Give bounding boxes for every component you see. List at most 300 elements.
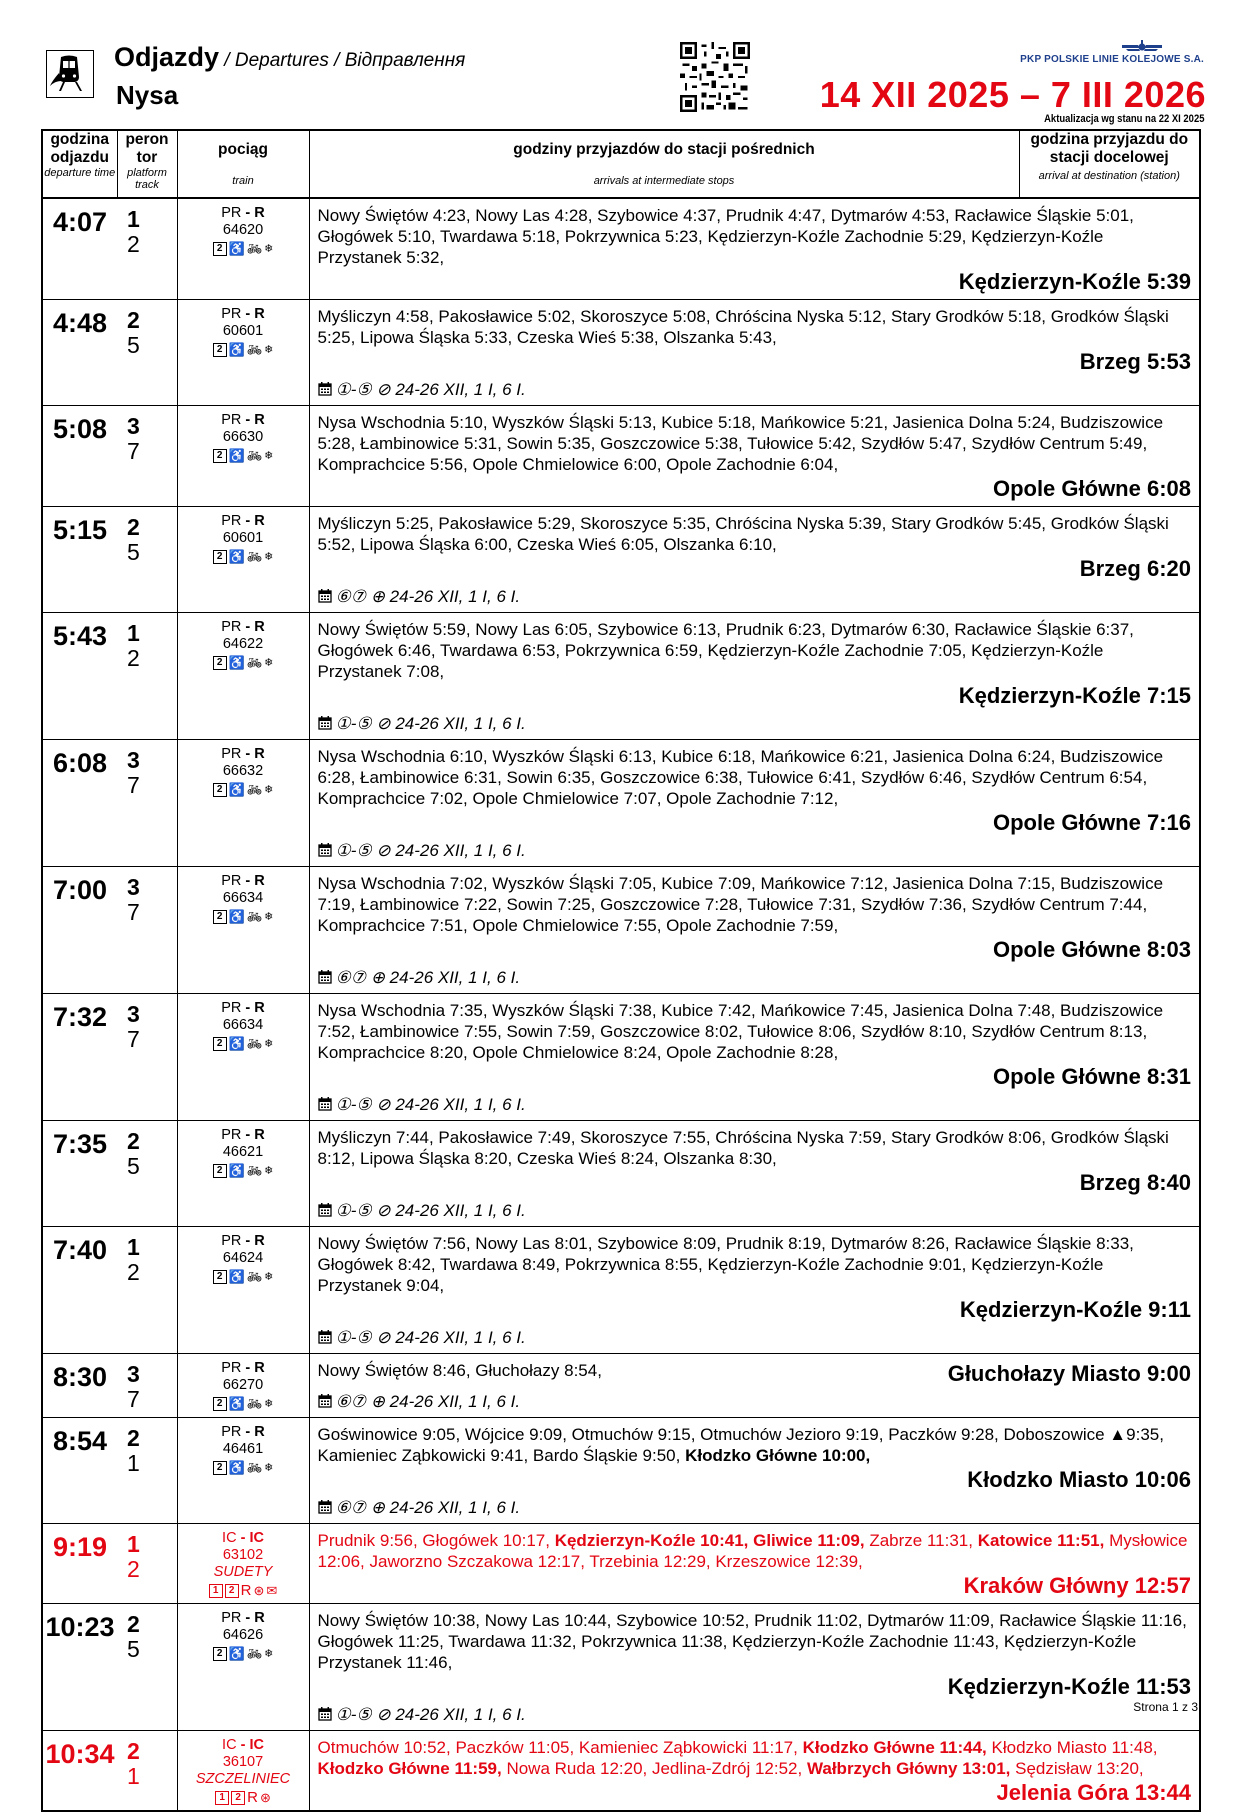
departure-time: 7:35 [42, 1121, 117, 1227]
stop-segment: Kłodzko Miasto 11:48, [986, 1738, 1158, 1757]
category-code: R [254, 205, 265, 221]
category-code: IC [249, 1737, 264, 1753]
track-number: 7 [127, 772, 140, 798]
train-number: 64622 [222, 636, 264, 652]
page-header [0, 0, 1240, 130]
train-category [178, 746, 309, 763]
track-number: 2 [127, 645, 140, 671]
calendar-note: ①-⑤ ⊘ 24-26 XII, 1 I, 6 I. [335, 1095, 526, 1114]
amenity-icons [209, 1584, 278, 1598]
calendar-icon [318, 589, 332, 603]
track-number: 5 [127, 1636, 140, 1662]
destination-arrival: Kędzierzyn-Koźle 11:53 [947, 1674, 1191, 1699]
wheelchair-icon: ♿ [228, 241, 245, 256]
train-icon [46, 50, 94, 98]
stops-cell [309, 1731, 1200, 1812]
train-number: 66634 [222, 1017, 264, 1033]
train-name: SUDETY [213, 1564, 273, 1580]
category-code: R [254, 1610, 265, 1626]
category-separator: - [241, 1233, 255, 1249]
intermediate-stops [318, 306, 1192, 348]
stops-cell [309, 613, 1200, 740]
platform-number: 2 [127, 1738, 140, 1764]
departure-row[interactable] [42, 740, 1200, 867]
departure-time: 7:40 [42, 1227, 117, 1354]
carrier-code: PR [221, 1360, 242, 1376]
category-code: R [254, 1233, 265, 1249]
departure-row[interactable] [42, 994, 1200, 1121]
bicycle-icon: 🚲︎ [246, 1647, 263, 1661]
train-info [177, 740, 309, 867]
stop-segment: Otmuchów 10:52, Paczków 11:05, Kamieniec Ząbkowicki 11:17, [317, 1738, 803, 1757]
destination-arrival: Opole Główne 7:16 [992, 810, 1191, 835]
departure-row[interactable] [42, 1354, 1200, 1418]
departure-time: 10:23 [42, 1604, 117, 1731]
wheelchair-icon: ♿ [228, 448, 245, 463]
second-class-icon: 2 [213, 1164, 227, 1178]
wheelchair-icon: ♿ [228, 1396, 245, 1411]
operating-days [318, 379, 1192, 401]
train-number: 46621 [222, 1144, 264, 1160]
stop-major: Kłodzko Główne 10:00, [680, 1446, 871, 1465]
carrier-code: PR [221, 513, 242, 529]
bicycle-icon: 🚲︎ [246, 910, 263, 924]
pkp-emblem-icon [1120, 40, 1164, 54]
second-class-icon: 2 [213, 550, 227, 564]
carrier-code: PR [221, 746, 242, 762]
calendar-note: ①-⑤ ⊘ 24-26 XII, 1 I, 6 I. [335, 1328, 526, 1347]
calendar-note: ⑥⑦ ⊕ 24-26 XII, 1 I, 6 I. [335, 587, 521, 606]
calendar-icon [318, 1203, 332, 1217]
bicycle-reservation-icon: ⊛ [253, 1583, 265, 1598]
departure-time: 6:08 [42, 740, 117, 867]
table-header [42, 130, 1200, 198]
departure-time: 9:19 [42, 1524, 117, 1604]
train-category [178, 205, 309, 222]
second-class-icon: 2 [213, 910, 227, 924]
category-code: R [254, 873, 265, 889]
departure-time: 5:15 [42, 507, 117, 613]
stop-segment: Nowa Ruda 12:20, Jedlina-Zdrój 12:52, [501, 1759, 807, 1778]
second-class-icon: 2 [213, 1397, 227, 1411]
carrier-code: PR [221, 873, 242, 889]
calendar-note: ⑥⑦ ⊕ 24-26 XII, 1 I, 6 I. [335, 968, 521, 987]
bicycle-icon: 🚲︎ [246, 550, 263, 564]
intermediate-stops [318, 513, 1192, 555]
train-category [178, 306, 309, 323]
qr-code-icon[interactable] [680, 42, 750, 112]
train-category [178, 873, 309, 890]
platform-number: 2 [127, 1611, 140, 1637]
platform-track [117, 1354, 177, 1418]
air-conditioning-icon: ❄ [264, 657, 274, 669]
category-separator: - [241, 1424, 255, 1440]
second-class-icon: 2 [231, 1791, 245, 1805]
category-separator: - [236, 1530, 250, 1546]
departure-time: 4:07 [42, 198, 117, 300]
departure-row[interactable] [42, 1604, 1200, 1731]
category-code: R [254, 513, 265, 529]
operating-days [318, 1497, 1192, 1519]
train-number: 64624 [222, 1250, 264, 1266]
stop-list: Nowy Świętów 10:38, Nowy Las 10:44, Szybowice 10:52, Prudnik 11:02, Dytmarów 11:09, Racławice Śląskie 11:16, Głogówek 11:25, Twardawa 11:32, Pokrzywnica 11:38, Kędzierzyn-Koźle Zachodnie 11:43, Kędzierzyn-Koźle Przystanek 11:46, [317, 1611, 1187, 1672]
second-class-icon: 2 [213, 1270, 227, 1284]
stop-segment: Wałbrzych Główny 13:01, [806, 1759, 1011, 1778]
platform-number: 3 [127, 413, 140, 439]
second-class-icon: 2 [213, 1647, 227, 1661]
train-number: 64626 [222, 1627, 264, 1643]
train-info [177, 300, 309, 406]
stops-cell [309, 1604, 1200, 1731]
carrier-code: PR [221, 412, 242, 428]
wheelchair-icon: ♿ [228, 1460, 245, 1475]
operating-days [318, 1327, 1192, 1349]
carrier-code: IC [222, 1737, 237, 1753]
stop-list: Nysa Wschodnia 7:35, Wyszków Śląski 7:38, Kubice 7:42, Mańkowice 7:45, Jasienica Dolna 7:48, Budziszowice 7:52, Łambinowice 7:55, Sowin 7:59, Goszczowice 8:02, Tułowice 8:06, Szydłów 8:10, Szydłów Centrum 8:13, Komprachcice 8:20, Opole Chmielowice 8:24, Opole Zachodnie 8:28, [317, 1001, 1164, 1062]
bicycle-icon: 🚲︎ [246, 1397, 263, 1411]
train-info [177, 507, 309, 613]
stop-segment: Kędzierzyn-Koźle 10:41, Gliwice 11:09, [554, 1531, 865, 1550]
stops-cell [309, 867, 1200, 994]
amenity-icons [215, 1791, 271, 1805]
stop-list: Nowy Świętów 7:56, Nowy Las 8:01, Szybowice 8:09, Prudnik 8:19, Dytmarów 8:26, Racławice Śląskie 8:33, Głogówek 8:42, Twardawa 8:49, Pokrzywnica 8:55, Kędzierzyn-Koźle Zachodnie 9:01, Kędzierzyn-Koźle Przystanek 9:04, [317, 1234, 1134, 1295]
carrier-code: PR [221, 205, 242, 221]
wheelchair-icon: ♿ [228, 342, 245, 357]
calendar-icon [318, 1394, 332, 1408]
destination-arrival: Opole Główne 6:08 [992, 476, 1191, 501]
air-conditioning-icon: ❄ [264, 450, 274, 462]
platform-track [117, 198, 177, 300]
bicycle-icon: 🚲︎ [246, 1164, 263, 1178]
air-conditioning-icon: ❄ [264, 911, 274, 923]
platform-number: 2 [127, 1425, 140, 1451]
intermediate-stops [318, 1424, 1192, 1466]
track-number: 5 [127, 1153, 140, 1179]
second-class-icon: 2 [213, 343, 227, 357]
calendar-icon [318, 382, 332, 396]
departures-table [41, 129, 1201, 1812]
stop-segment: Mysłowice 12:06, Jaworzno Szczakowa 12:17, Trzebinia 12:29, Krzeszowice 12:39, [317, 1531, 1188, 1571]
destination-arrival: Brzeg 5:53 [1079, 349, 1191, 374]
platform-track [117, 1731, 177, 1812]
departure-row[interactable] [42, 198, 1200, 300]
departure-row[interactable] [42, 406, 1200, 507]
bicycle-icon: 🚲︎ [246, 343, 263, 357]
destination-arrival: Głuchołazy Miasto 9:00 [947, 1361, 1191, 1386]
train-info [177, 994, 309, 1121]
train-category [178, 1424, 309, 1441]
stops-cell [309, 740, 1200, 867]
stop-segment: Zabrze 11:31, [864, 1531, 978, 1550]
train-category [178, 1530, 309, 1547]
train-category [178, 513, 309, 530]
category-separator: - [241, 1127, 255, 1143]
calendar-note: ⑥⑦ ⊕ 24-26 XII, 1 I, 6 I. [335, 1392, 521, 1411]
first-class-icon: 1 [215, 1791, 229, 1805]
amenity-icons [213, 1461, 274, 1475]
category-code: R [254, 1424, 265, 1440]
intermediate-stops [318, 1530, 1192, 1572]
operating-days [318, 586, 1192, 608]
bicycle-icon: 🚲︎ [246, 242, 263, 256]
column-platform: peron tor platform track [117, 130, 177, 198]
column-destination: godzina przyjazdu do stacji docelowej arrival at destination (station) [1019, 130, 1200, 198]
departure-time: 7:32 [42, 994, 117, 1121]
platform-number: 2 [127, 307, 140, 333]
platform-track [117, 1524, 177, 1604]
stop-segment: Prudnik 9:56, Głogówek 10:17, [317, 1531, 555, 1550]
category-code: IC [249, 1530, 264, 1546]
stop-list: Nysa Wschodnia 5:10, Wyszków Śląski 5:13, Kubice 5:18, Mańkowice 5:21, Jasienica Dolna 5:24, Budziszowice 5:28, Łambinowice 5:31, Sowin 5:35, Goszczowice 5:38, Tułowice 5:42, Szydłów 5:47, Szydłów Centrum 5:49, Komprachcice 5:56, Opole Chmielowice 6:00, Opole Zachodnie 6:04, [317, 413, 1164, 474]
validity-period: 14 XII 2025 – 7 III 2026 [819, 74, 1206, 115]
category-separator: - [241, 306, 255, 322]
departure-row[interactable] [42, 1121, 1200, 1227]
platform-track [117, 406, 177, 507]
departure-row[interactable] [42, 613, 1200, 740]
platform-track [117, 613, 177, 740]
intermediate-stops [318, 1127, 1192, 1169]
operating-days [318, 1704, 1192, 1726]
stop-segment: Kłodzko Główne 11:59, [317, 1759, 502, 1778]
category-separator: - [241, 746, 255, 762]
wheelchair-icon: ♿ [228, 1163, 245, 1178]
calendar-note: ①-⑤ ⊘ 24-26 XII, 1 I, 6 I. [335, 380, 526, 399]
train-category [178, 1127, 309, 1144]
bicycle-icon: 🚲︎ [246, 656, 263, 670]
departure-row[interactable] [42, 1418, 1200, 1524]
stops-cell [309, 507, 1200, 613]
category-separator: - [241, 1360, 255, 1376]
operating-days [318, 713, 1192, 735]
wheelchair-icon: ♿ [228, 655, 245, 670]
intermediate-stops [318, 746, 1192, 809]
intermediate-stops [318, 1233, 1192, 1296]
category-separator: - [241, 205, 255, 221]
stops-cell [309, 300, 1200, 406]
train-number: 36107 [222, 1754, 264, 1770]
stop-list: Nowy Świętów 4:23, Nowy Las 4:28, Szybowice 4:37, Prudnik 4:47, Dytmarów 4:53, Racławice Śląskie 5:01, Głogówek 5:10, Twardawa 5:18, Pokrzywnica 5:23, Kędzierzyn-Koźle Zachodnie 5:29, Kędzierzyn-Koźle Przystanek 5:32, [317, 206, 1134, 267]
air-conditioning-icon: ❄ [264, 243, 274, 255]
operating-days [318, 967, 1192, 989]
train-number: 66634 [222, 890, 264, 906]
train-number: 66630 [222, 429, 264, 445]
stops-cell [309, 1227, 1200, 1354]
stops-cell [309, 994, 1200, 1121]
calendar-icon [318, 1097, 332, 1111]
stop-list: Myśliczyn 5:25, Pakosławice 5:29, Skoroszyce 5:35, Chróścina Nyska 5:39, Stary Grodków 5:45, Grodków Śląski 5:52, Lipowa Śląska 6:00, Czeska Wieś 6:05, Olszanka 6:10, [317, 514, 1169, 554]
destination-arrival: Kędzierzyn-Koźle 7:15 [958, 683, 1191, 708]
second-class-icon: 2 [213, 783, 227, 797]
operator-logo: PKP POLSKIE LINIE KOLEJOWE S.A. [1020, 40, 1204, 65]
platform-number: 2 [127, 1128, 140, 1154]
train-number: 64620 [222, 222, 264, 238]
departure-time: 5:08 [42, 406, 117, 507]
train-info [177, 1418, 309, 1524]
track-number: 2 [127, 1556, 140, 1582]
wheelchair-icon: ♿ [228, 782, 245, 797]
amenity-icons [213, 783, 274, 797]
operating-days [318, 1200, 1192, 1222]
destination-arrival: Opole Główne 8:31 [992, 1064, 1191, 1089]
platform-track [117, 1121, 177, 1227]
air-conditioning-icon: ❄ [264, 1398, 274, 1410]
carrier-code: PR [221, 306, 242, 322]
carrier-code: PR [221, 1424, 242, 1440]
platform-track [117, 1604, 177, 1731]
platform-track [117, 740, 177, 867]
track-number: 7 [127, 1386, 140, 1412]
departure-row[interactable] [42, 1524, 1200, 1604]
platform-number: 1 [127, 206, 140, 232]
platform-track [117, 300, 177, 406]
train-info [177, 1524, 309, 1604]
calendar-note: ①-⑤ ⊘ 24-26 XII, 1 I, 6 I. [335, 714, 526, 733]
train-info [177, 613, 309, 740]
category-separator: - [241, 412, 255, 428]
amenity-icons [213, 1164, 274, 1178]
category-code: R [254, 412, 265, 428]
reservation-icon: R [247, 1789, 258, 1806]
second-class-icon: 2 [225, 1584, 239, 1598]
second-class-icon: 2 [213, 1461, 227, 1475]
carrier-code: PR [221, 1610, 242, 1626]
stops-cell [309, 406, 1200, 507]
train-number: 66632 [222, 763, 264, 779]
train-number: 60601 [222, 530, 264, 546]
platform-track [117, 1227, 177, 1354]
air-conditioning-icon: ❄ [264, 1038, 274, 1050]
platform-number: 1 [127, 1234, 140, 1260]
stops-cell [309, 1524, 1200, 1604]
stop-list: Nowy Świętów 8:46, Głuchołazy 8:54, [317, 1361, 602, 1380]
train-info [177, 1121, 309, 1227]
train-category [178, 1233, 309, 1250]
category-code: R [254, 1000, 265, 1016]
amenity-icons [213, 1397, 274, 1411]
air-conditioning-icon: ❄ [264, 784, 274, 796]
departure-time: 5:43 [42, 613, 117, 740]
intermediate-stops [318, 873, 1192, 936]
departure-time: 7:00 [42, 867, 117, 994]
stops-cell [309, 1354, 1200, 1418]
amenity-icons [213, 910, 274, 924]
destination-arrival: Kłodzko Miasto 10:06 [967, 1467, 1191, 1492]
stops-cell [309, 198, 1200, 300]
platform-number: 3 [127, 1001, 140, 1027]
train-category [178, 412, 309, 429]
station-name: Nysa [116, 80, 179, 110]
departure-row[interactable] [42, 1227, 1200, 1354]
destination-arrival: Opole Główne 8:03 [992, 937, 1191, 962]
amenity-icons [213, 343, 274, 357]
wheelchair-icon: ♿ [228, 1269, 245, 1284]
intermediate-stops [318, 412, 1192, 475]
platform-track [117, 867, 177, 994]
train-info [177, 1604, 309, 1731]
track-number: 7 [127, 1026, 140, 1052]
carrier-code: PR [221, 1127, 242, 1143]
platform-number: 2 [127, 514, 140, 540]
track-number: 2 [127, 1259, 140, 1285]
calendar-note: ①-⑤ ⊘ 24-26 XII, 1 I, 6 I. [335, 841, 526, 860]
amenity-icons [213, 242, 274, 256]
platform-number: 1 [127, 1531, 140, 1557]
train-info [177, 1227, 309, 1354]
destination-arrival: Kędzierzyn-Koźle 9:11 [959, 1297, 1191, 1322]
departure-row[interactable] [42, 507, 1200, 613]
stop-list: Myśliczyn 4:58, Pakosławice 5:02, Skoroszyce 5:08, Chróścina Nyska 5:12, Stary Grodków 5:18, Grodków Śląski 5:25, Lipowa Śląska 5:33, Czeska Wieś 5:38, Olszanka 5:43, [317, 307, 1169, 347]
platform-track [117, 994, 177, 1121]
bicycle-icon: 🚲︎ [246, 1270, 263, 1284]
column-departure: godzina odjazdu departure time [42, 130, 117, 198]
category-code: R [254, 619, 265, 635]
departure-row[interactable] [42, 300, 1200, 406]
intermediate-stops [318, 1737, 1192, 1779]
destination-arrival: Jelenia Góra 13:44 [996, 1780, 1191, 1805]
stop-list: Myśliczyn 7:44, Pakosławice 7:49, Skoroszyce 7:55, Chróścina Nyska 7:59, Stary Grodków 8:06, Grodków Śląski 8:12, Lipowa Śląska 8:20, Czeska Wieś 8:24, Olszanka 8:30, [317, 1128, 1169, 1168]
train-number: 46461 [222, 1441, 264, 1457]
destination-arrival: Brzeg 8:40 [1079, 1170, 1191, 1195]
track-number: 5 [127, 332, 140, 358]
destination-arrival: Brzeg 6:20 [1079, 556, 1191, 581]
operating-days [318, 1391, 1192, 1413]
train-category [178, 1000, 309, 1017]
amenity-icons [213, 656, 274, 670]
stop-segment: Sędzisław 13:20, [1010, 1759, 1144, 1778]
departures-list [42, 198, 1200, 1811]
track-number: 2 [127, 231, 140, 257]
train-name: SZCZELINIEC [195, 1771, 291, 1787]
air-conditioning-icon: ❄ [264, 344, 274, 356]
carrier-code: PR [221, 1233, 242, 1249]
calendar-icon [318, 716, 332, 730]
carrier-code: PR [221, 1000, 242, 1016]
wheelchair-icon: ♿ [228, 1646, 245, 1661]
update-note: Aktualizacja wg stanu na 22 XI 2025 [1043, 113, 1204, 125]
category-separator: - [236, 1737, 250, 1753]
departure-row[interactable] [42, 867, 1200, 994]
stop-list: Nysa Wschodnia 7:02, Wyszków Śląski 7:05, Kubice 7:09, Mańkowice 7:12, Jasienica Dolna 7:15, Budziszowice 7:19, Łambinowice 7:22, Sowin 7:25, Goszczowice 7:28, Tułowice 7:31, Szydłów 7:36, Szydłów Centrum 7:44, Komprachcice 7:51, Opole Chmielowice 7:55, Opole Zachodnie 7:59, [317, 874, 1164, 935]
calendar-icon [318, 1500, 332, 1514]
train-info [177, 406, 309, 507]
bicycle-icon: 🚲︎ [246, 449, 263, 463]
second-class-icon: 2 [213, 242, 227, 256]
bicycle-icon: 🚲︎ [246, 1037, 263, 1051]
column-intermediate-stops: godziny przyjazdów do stacji pośrednich arrivals at intermediate stops [309, 130, 1019, 198]
platform-number: 3 [127, 1361, 140, 1387]
stop-segment: Kłodzko Główne 11:44, [802, 1738, 987, 1757]
first-class-icon: 1 [209, 1584, 223, 1598]
calendar-note: ⑥⑦ ⊕ 24-26 XII, 1 I, 6 I. [335, 1498, 521, 1517]
wheelchair-icon: ♿ [228, 1036, 245, 1051]
category-separator: - [241, 1610, 255, 1626]
track-number: 7 [127, 438, 140, 464]
stop-segment: Katowice 11:51, [977, 1531, 1105, 1550]
platform-track [117, 507, 177, 613]
stops-cell [309, 1121, 1200, 1227]
amenity-icons [213, 550, 274, 564]
departure-row[interactable] [42, 1731, 1200, 1812]
intermediate-stops [318, 1000, 1192, 1063]
carrier-code: IC [222, 1530, 237, 1546]
track-number: 1 [127, 1763, 140, 1789]
train-info [177, 198, 309, 300]
platform-number: 1 [127, 620, 140, 646]
calendar-icon [318, 1707, 332, 1721]
train-info [177, 867, 309, 994]
stop-list: Goświnowice 9:05, Wójcice 9:09, Otmuchów 9:15, Otmuchów Jezioro 9:19, Paczków 9:28, Doboszowice ▲9:35, Kamieniec Ząbkowicki 9:41, Bardo Śląskie 9:50, [317, 1425, 1164, 1465]
category-code: R [254, 746, 265, 762]
